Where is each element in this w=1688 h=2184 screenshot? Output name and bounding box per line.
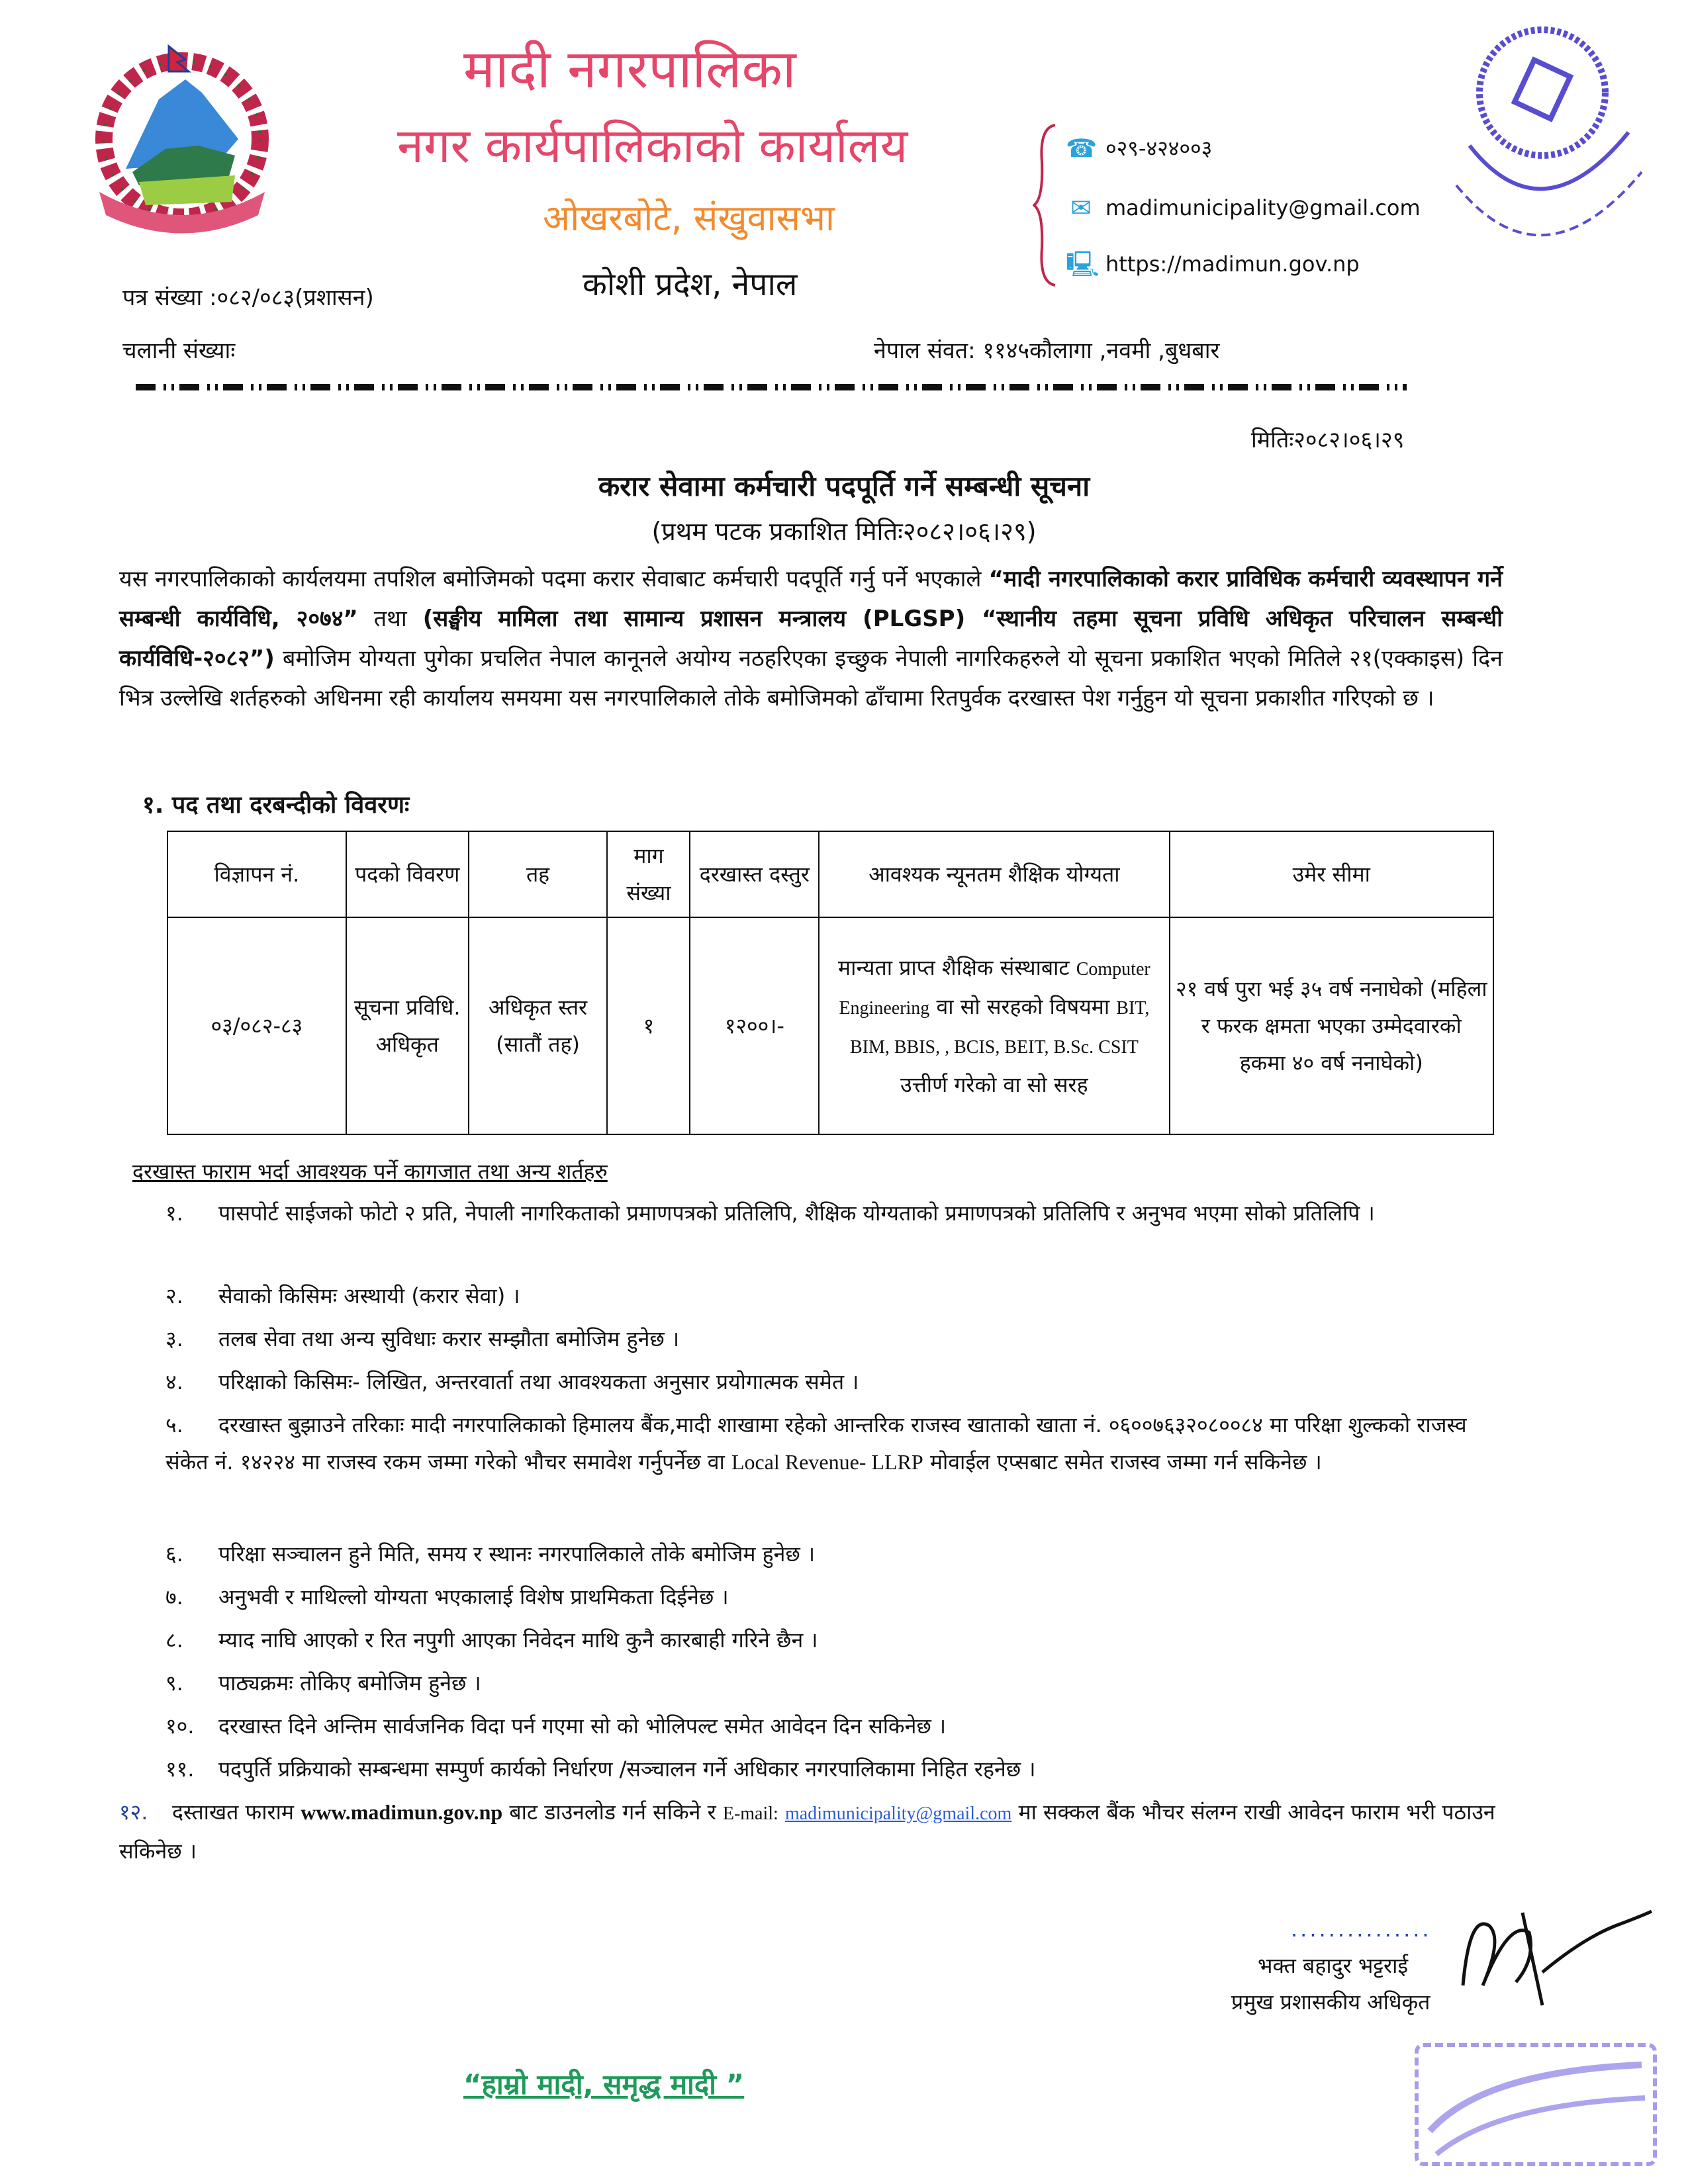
officer-name-stamp (1139, 2032, 1668, 2177)
condition-10 (165, 1707, 1496, 1745)
table-header-row (167, 831, 1493, 917)
body-text-1: यस नगरपालिकाको कार्यलयमा तपशिल बमोजिमको पदमा करार सेवाबाट कर्मचारी पदपूर्ति गर्नु पर्ने भएकाले (119, 566, 982, 592)
handwritten-signature (1456, 1906, 1655, 2012)
condition-2 (165, 1277, 1496, 1314)
condition-text-end: मोवाईल एप्सबाट समेत राजस्व जम्मा गर्न सकिनेछ । (929, 1449, 1322, 1475)
condition-text-2: बाट डाउनलोड गर्न सकिने र (509, 1799, 716, 1825)
condition-number: ८. (165, 1627, 183, 1653)
condition-number: ११. (165, 1756, 195, 1782)
notice-date: मितिः२०८२।०६।२९ (1251, 427, 1405, 453)
body-text-2: तथा (373, 606, 407, 632)
header-qualification: आवश्यक न्यूनतम शैक्षिक योग्यता (819, 831, 1169, 917)
condition-number: ९. (165, 1670, 183, 1696)
email-address[interactable]: madimunicipality@gmail.com (1105, 195, 1421, 220)
condition-6 (165, 1535, 1496, 1572)
signatory-designation: प्रमुख प्रशासकीय अधिकृत (1231, 1989, 1430, 2015)
signatory-name: भक्त बहादुर भट्टराई (1258, 1953, 1409, 1978)
cell-post: सूचना प्रविधि. अधिकृत (346, 917, 469, 1134)
condition-number: १. (165, 1201, 183, 1226)
contact-website (1066, 248, 1360, 280)
municipality-name: मादी नगरपालिका (463, 38, 796, 100)
office-name: नगर कार्यपालिकाको कार्यालय (397, 118, 908, 173)
contact-brace (1033, 122, 1059, 288)
header-level: तह (469, 831, 608, 917)
condition-text: अनुभवी र माथिल्लो योग्यता भएकालाई विशेष प्राथमिकता दिईनेछ । (218, 1584, 729, 1610)
cell-qualification (819, 917, 1169, 1134)
website-link[interactable]: www.madimun.gov.np (301, 1800, 503, 1824)
condition-11 (165, 1751, 1496, 1788)
notice-body (119, 559, 1503, 718)
condition-text: सेवाको किसिमः अस्थायी (करार सेवा) । (218, 1283, 520, 1308)
cell-ad-no: ०३/०८२-८३ (167, 917, 346, 1134)
header-count: माग संख्या (607, 831, 690, 917)
contact-phone (1066, 132, 1212, 164)
nepal-government-emblem (86, 40, 278, 238)
qualification-en-1: Computer Engineering (839, 958, 1150, 1019)
email-label: E-mail: (722, 1803, 778, 1824)
body-text-3: बमोजिम योग्यता पुगेका प्रचलित नेपाल कानूनले अयोग्य नठहरिएका इच्छुक नेपाली नागरिकहरुले यो सूचना प्रकाशित भएको मितिले २१(एक्काइस) दिन भित्र उल्लेखि शर्तहरुको अधिनमा रही कार्यालय समयमा यस नगरपालिकाले तोके बमोजिमको ढाँचामा रितपुर्वक दरखास्त पेश गर्नुहुन यो सूचना प्रकाशीत गरिएको छ । (119, 645, 1503, 711)
cell-age-limit: २१ वर्ष पुरा भई ३५ वर्ष ननाघेको (महिला र फरक क्षमता भएका उम्मेदवारको हकमा ४० वर्ष ननाघेको) (1170, 917, 1493, 1134)
body-bold-procedure-2082: (सङ्घीय मामिला तथा सामान्य प्रशासन मन्त्रालय (PLGSP) “स्थानीय तहमा सूचना प्रविधि अधिकृत परिचालन सम्बन्धी कार्यविधि-२०८२”) (119, 606, 1503, 672)
office-address: ओखरबोटे, संखुवासभा (543, 197, 835, 239)
signature-line: ............... (1291, 1917, 1432, 1942)
condition-3 (165, 1320, 1496, 1357)
condition-1 (165, 1195, 1496, 1232)
condition-12 (119, 1794, 1496, 1870)
website-url[interactable]: https://madimun.gov.np (1105, 251, 1360, 277)
condition-5 (165, 1406, 1496, 1480)
cell-fee: १२००।- (690, 917, 819, 1134)
vacancy-table (167, 831, 1494, 1135)
section-1-title: १. पद तथा दरबन्दीको विवरणः (142, 792, 410, 819)
table-row (167, 917, 1493, 1134)
condition-text: म्याद नाघि आएको र रित नपुगी आएका निवेदन माथि कुनै कारबाही गरिने छैन । (218, 1627, 818, 1653)
condition-text-en: Local Revenue- LLRP (731, 1450, 923, 1474)
qualification-en-2: BIT, BIM, BBIS, , BCIS, BEIT, B.Sc. CSIT (849, 997, 1150, 1058)
motto: “हाम्रो मादी, समृद्ध मादी ” (463, 2068, 745, 2101)
condition-number: १०. (165, 1713, 195, 1739)
letter-number: पत्र संख्या :०८२/०८३(प्रशासन) (122, 285, 374, 311)
condition-number: १२. (119, 1799, 148, 1825)
condition-text: पदपुर्ति प्रक्रियाको सम्बन्धमा सम्पुर्ण कार्यको निर्धारण /सञ्चालन गर्ने अधिकार नगरपालिकामा निहित रहनेछ । (218, 1756, 1036, 1782)
phone-number: ०२९-४२४००३ (1105, 136, 1213, 161)
header-fee: दरखास्त दस्तुर (690, 831, 819, 917)
body-bold-procedure-2074: “मादी नगरपालिकाको करार प्राविधिक कर्मचारी व्यवस्थापन गर्ने सम्बन्धी कार्यविधि, २०७४” (119, 566, 1503, 632)
nepal-samvat-date: नेपाल संवत: ११४५कौलागा ,नवमी ,बुधबार (874, 338, 1220, 364)
condition-text: पासपोर्ट साईजको फोटो २ प्रति, नेपाली नागरिकताको प्रमाणपत्रको प्रतिलिपि, शैक्षिक योग्यताको प्रमाणपत्रको प्रतिलिपि र अनुभव भएमा सोको प्रतिलिपि । (218, 1201, 1375, 1226)
condition-text-3: मा सक्कल बैंक भौचर संलग्न राखी आवेदन फाराम भरी पठाउन सकिनेछ । (119, 1799, 1495, 1864)
condition-number: ७. (165, 1584, 183, 1610)
province: कोशी प्रदेश, नेपाल (583, 266, 798, 303)
qualification-text-2: वा सो सरहको विषयमा (936, 993, 1110, 1019)
contact-email (1066, 192, 1421, 224)
qualification-text-1: मान्यता प्राप्त शैक्षिक संस्थाबाट (838, 954, 1070, 980)
condition-4 (165, 1363, 1496, 1400)
email-link[interactable]: madimunicipality@gmail.com (785, 1803, 1012, 1824)
header-post: पदको विवरण (346, 831, 469, 917)
qualification-text-3: उत्तीर्ण गरेको वा सो सरह (900, 1071, 1088, 1097)
cell-count: १ (607, 917, 690, 1134)
condition-8 (165, 1621, 1496, 1659)
condition-7 (165, 1578, 1496, 1615)
condition-9 (165, 1664, 1496, 1702)
phone-icon: ☎ (1066, 134, 1098, 163)
condition-text: दरखास्त दिने अन्तिम सार्वजनिक विदा पर्न गएमा सो को भोलिपल्ट समेत आवेदन दिन सकिनेछ । (218, 1713, 947, 1739)
condition-number: २. (165, 1283, 183, 1308)
condition-text: परिक्षाको किसिमः- लिखित, अन्तरवार्ता तथा आवश्यकता अनुसार प्रयोगात्मक समेत । (218, 1369, 859, 1394)
conditions-heading: दरखास्त फाराम भर्दा आवश्यक पर्ने कागजात तथा अन्य शर्तहरु (132, 1159, 608, 1184)
envelope-icon: ✉ (1070, 193, 1092, 222)
computer-icon: 🖳 (1066, 250, 1100, 279)
condition-text: पाठ्यक्रमः तोकिए बमोजिम हुनेछ । (218, 1670, 481, 1696)
notice-title: करार सेवामा कर्मचारी पदपूर्ति गर्ने सम्बन्धी सूचना (598, 470, 1090, 502)
dispatch-number: चलानी संख्याः (122, 338, 236, 364)
condition-text: तलब सेवा तथा अन्य सुविधाः करार सम्झौता बमोजिम हुनेछ । (218, 1326, 680, 1351)
condition-number: ३. (165, 1326, 183, 1351)
header-ad-no: विज्ञापन नं. (167, 831, 346, 917)
header-divider (136, 384, 1407, 390)
condition-number: ४. (165, 1369, 183, 1394)
condition-number: ६. (165, 1541, 183, 1567)
header-age-limit: उमेर सीमा (1170, 831, 1493, 917)
office-round-stamp (1423, 13, 1662, 291)
notice-subtitle: (प्रथम पटक प्रकाशित मितिः२०८२।०६।२९) (651, 517, 1037, 546)
condition-text-1: दस्ताखत फाराम (172, 1799, 295, 1825)
condition-number: ५. (165, 1412, 183, 1437)
cell-level: अधिकृत स्तर (सातौं तह) (469, 917, 608, 1134)
condition-text: दरखास्त बुझाउने तरिकाः मादी नगरपालिकाको हिमालय बैंक,मादी शाखामा रहेको आन्तरिक राजस्व खाताको खाता नं. ०६००७६३२०८००८४ मा परिक्षा शुल्कको राजस्व संकेत नं. १४२२४ मा राजस्व रकम जम्मा गरेको भौचर समावेश गर्नुपर्नेछ वा (165, 1412, 1467, 1475)
condition-text: परिक्षा सञ्चालन हुने मिति, समय र स्थानः नगरपालिकाले तोके बमोजिम हुनेछ । (218, 1541, 816, 1567)
